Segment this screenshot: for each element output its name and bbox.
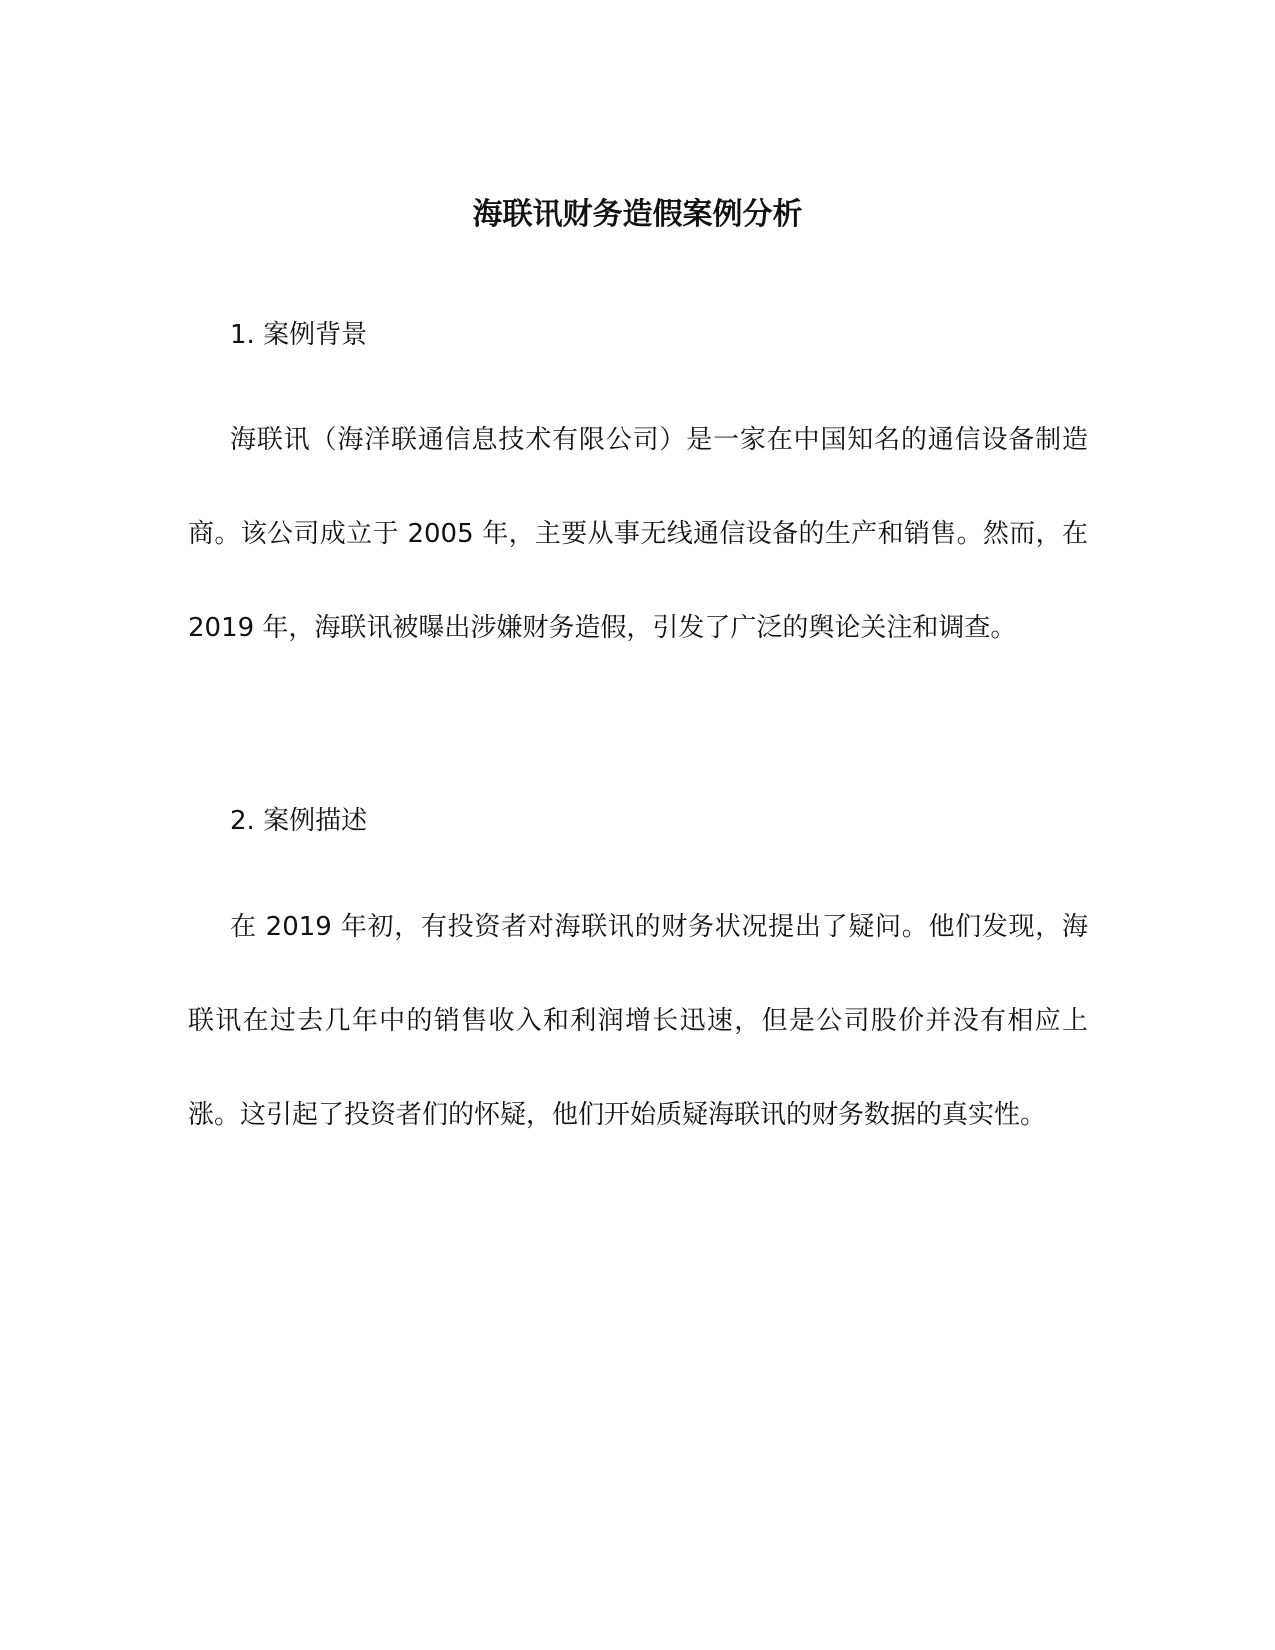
section-paragraph-description: 在 2019 年初，有投资者对海联讯的财务状况提出了疑问。他们发现，海联讯在过去几年中的销售收入和利润增长迅速，但是公司股价并没有相应上涨。这引起了投资者们的怀疑，他们开始质疑海联讯的财务数据的真实性。 — [188, 912, 1088, 1130]
section-heading-background: 1. 案例背景 — [230, 320, 368, 350]
document-title: 海联讯财务造假案例分析 — [472, 197, 803, 232]
section-paragraph-background: 海联讯（海洋联通信息技术有限公司）是一家在中国知名的通信设备制造商。该公司成立于 2005 年，主要从事无线通信设备的生产和销售。然而，在 2019 年，海联讯被曝出涉嫌财务造假，引发了广泛的舆论关注和调查。 — [188, 425, 1088, 643]
section-heading-description: 2. 案例描述 — [230, 806, 368, 836]
